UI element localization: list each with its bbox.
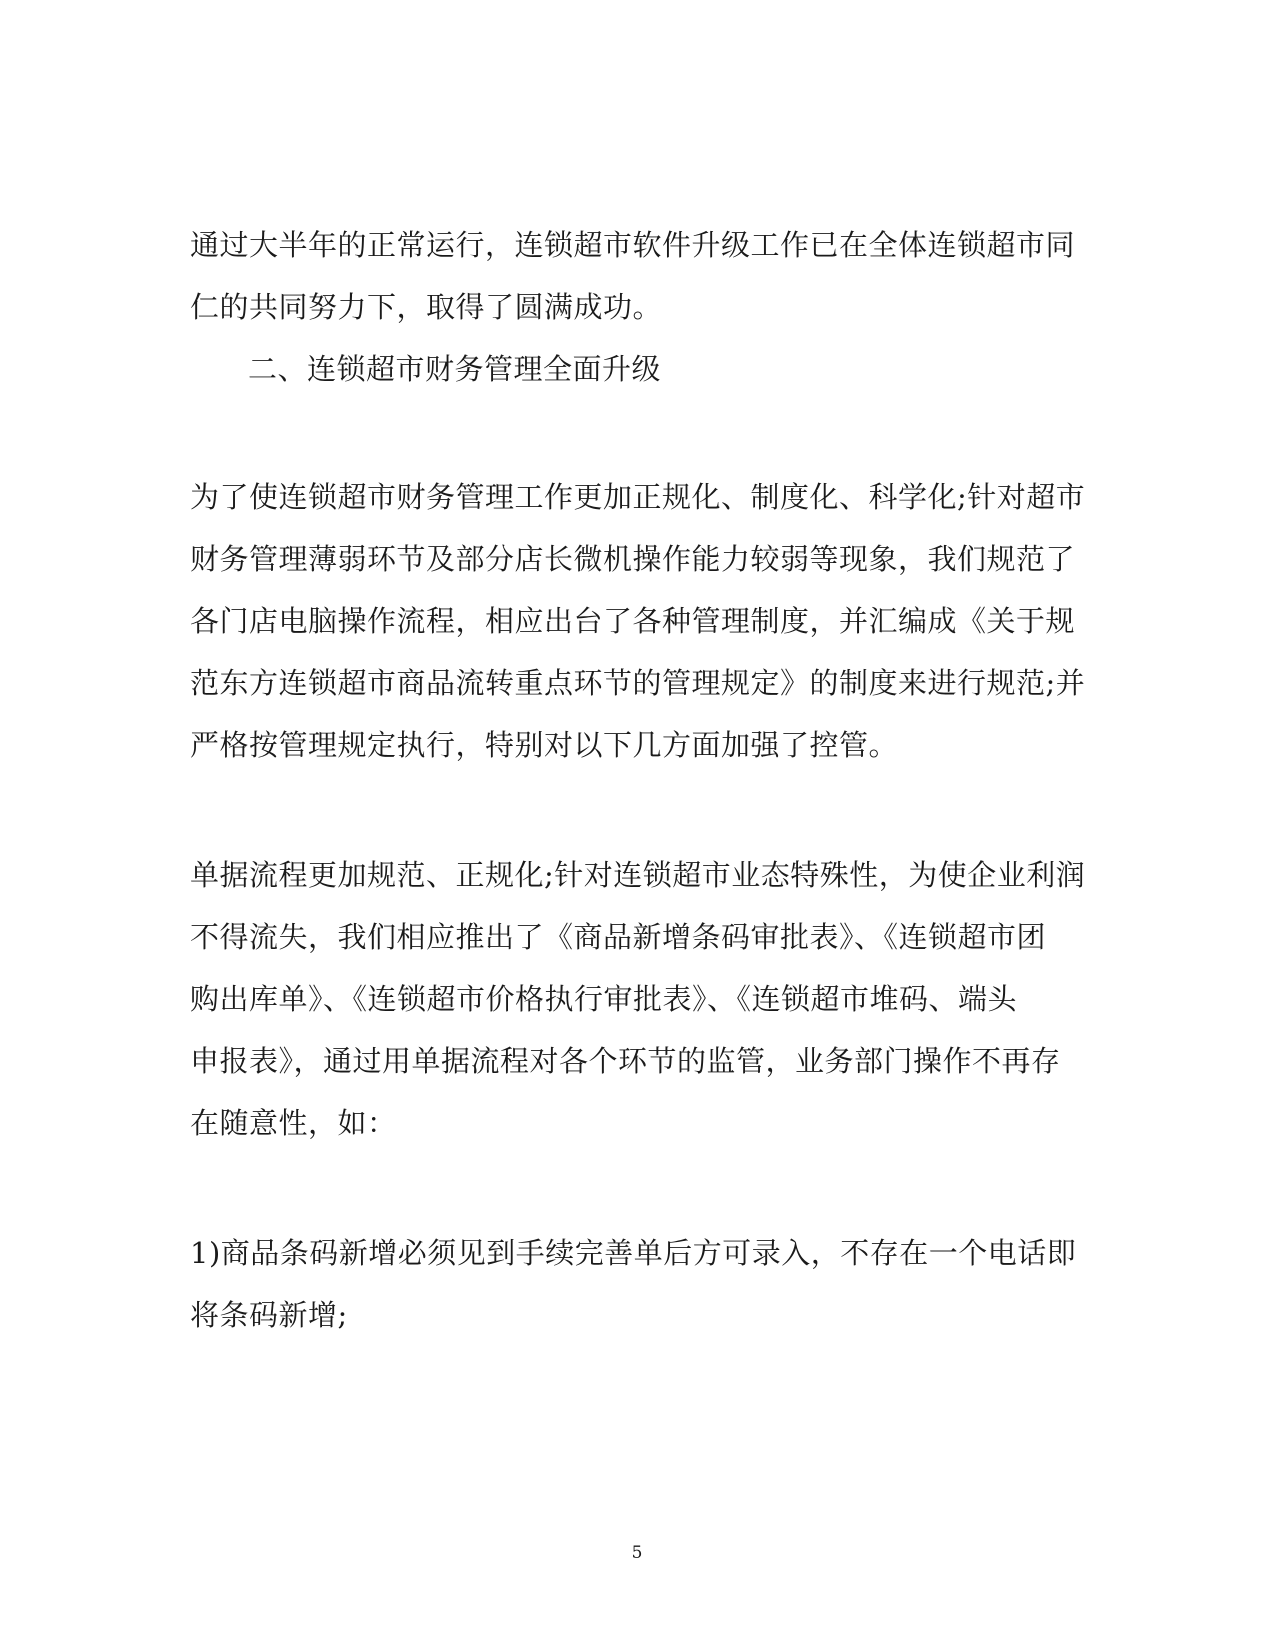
- paragraph-2-line-3: 各门店电脑操作流程，相应出台了各种管理制度，并汇编成《关于规: [190, 604, 1076, 638]
- paragraph-3-line-4: 申报表》，通过用单据流程对各个环节的监管，业务部门操作不再存: [190, 1044, 1061, 1078]
- paragraph-3-line-1: 单据流程更加规范、正规化;针对连锁超市业态特殊性，为使企业利润: [190, 858, 1086, 892]
- paragraph-4-line-2: 将条码新增;: [190, 1298, 348, 1332]
- paragraph-3-line-3: 购出库单》、《连锁超市价格执行审批表》、《连锁超市堆码、端头: [190, 982, 1018, 1016]
- paragraph-1-line-1: 通过大半年的正常运行，连锁超市软件升级工作已在全体连锁超市同: [190, 228, 1076, 262]
- paragraph-2-line-4: 范东方连锁超市商品流转重点环节的管理规定》的制度来进行规范;并: [190, 666, 1086, 700]
- paragraph-3-line-2: 不得流失，我们相应推出了《商品新增条码审批表》、《连锁超市团: [190, 920, 1047, 954]
- page-number: 5: [631, 1543, 643, 1563]
- paragraph-2-line-5: 严格按管理规定执行，特别对以下几方面加强了控管。: [190, 728, 899, 762]
- paragraph-3-line-5: 在随意性，如：: [190, 1106, 397, 1140]
- paragraph-2-line-1: 为了使连锁超市财务管理工作更加正规化、制度化、科学化;针对超市: [190, 480, 1086, 514]
- paragraph-4-line-1: 1)商品条码新增必须见到手续完善单后方可录入，不存在一个电话即: [190, 1236, 1077, 1270]
- paragraph-1-line-2: 仁的共同努力下，取得了圆满成功。: [190, 290, 663, 324]
- paragraph-2-line-2: 财务管理薄弱环节及部分店长微机操作能力较弱等现象，我们规范了: [190, 542, 1076, 576]
- section-heading: 二、连锁超市财务管理全面升级: [248, 352, 662, 386]
